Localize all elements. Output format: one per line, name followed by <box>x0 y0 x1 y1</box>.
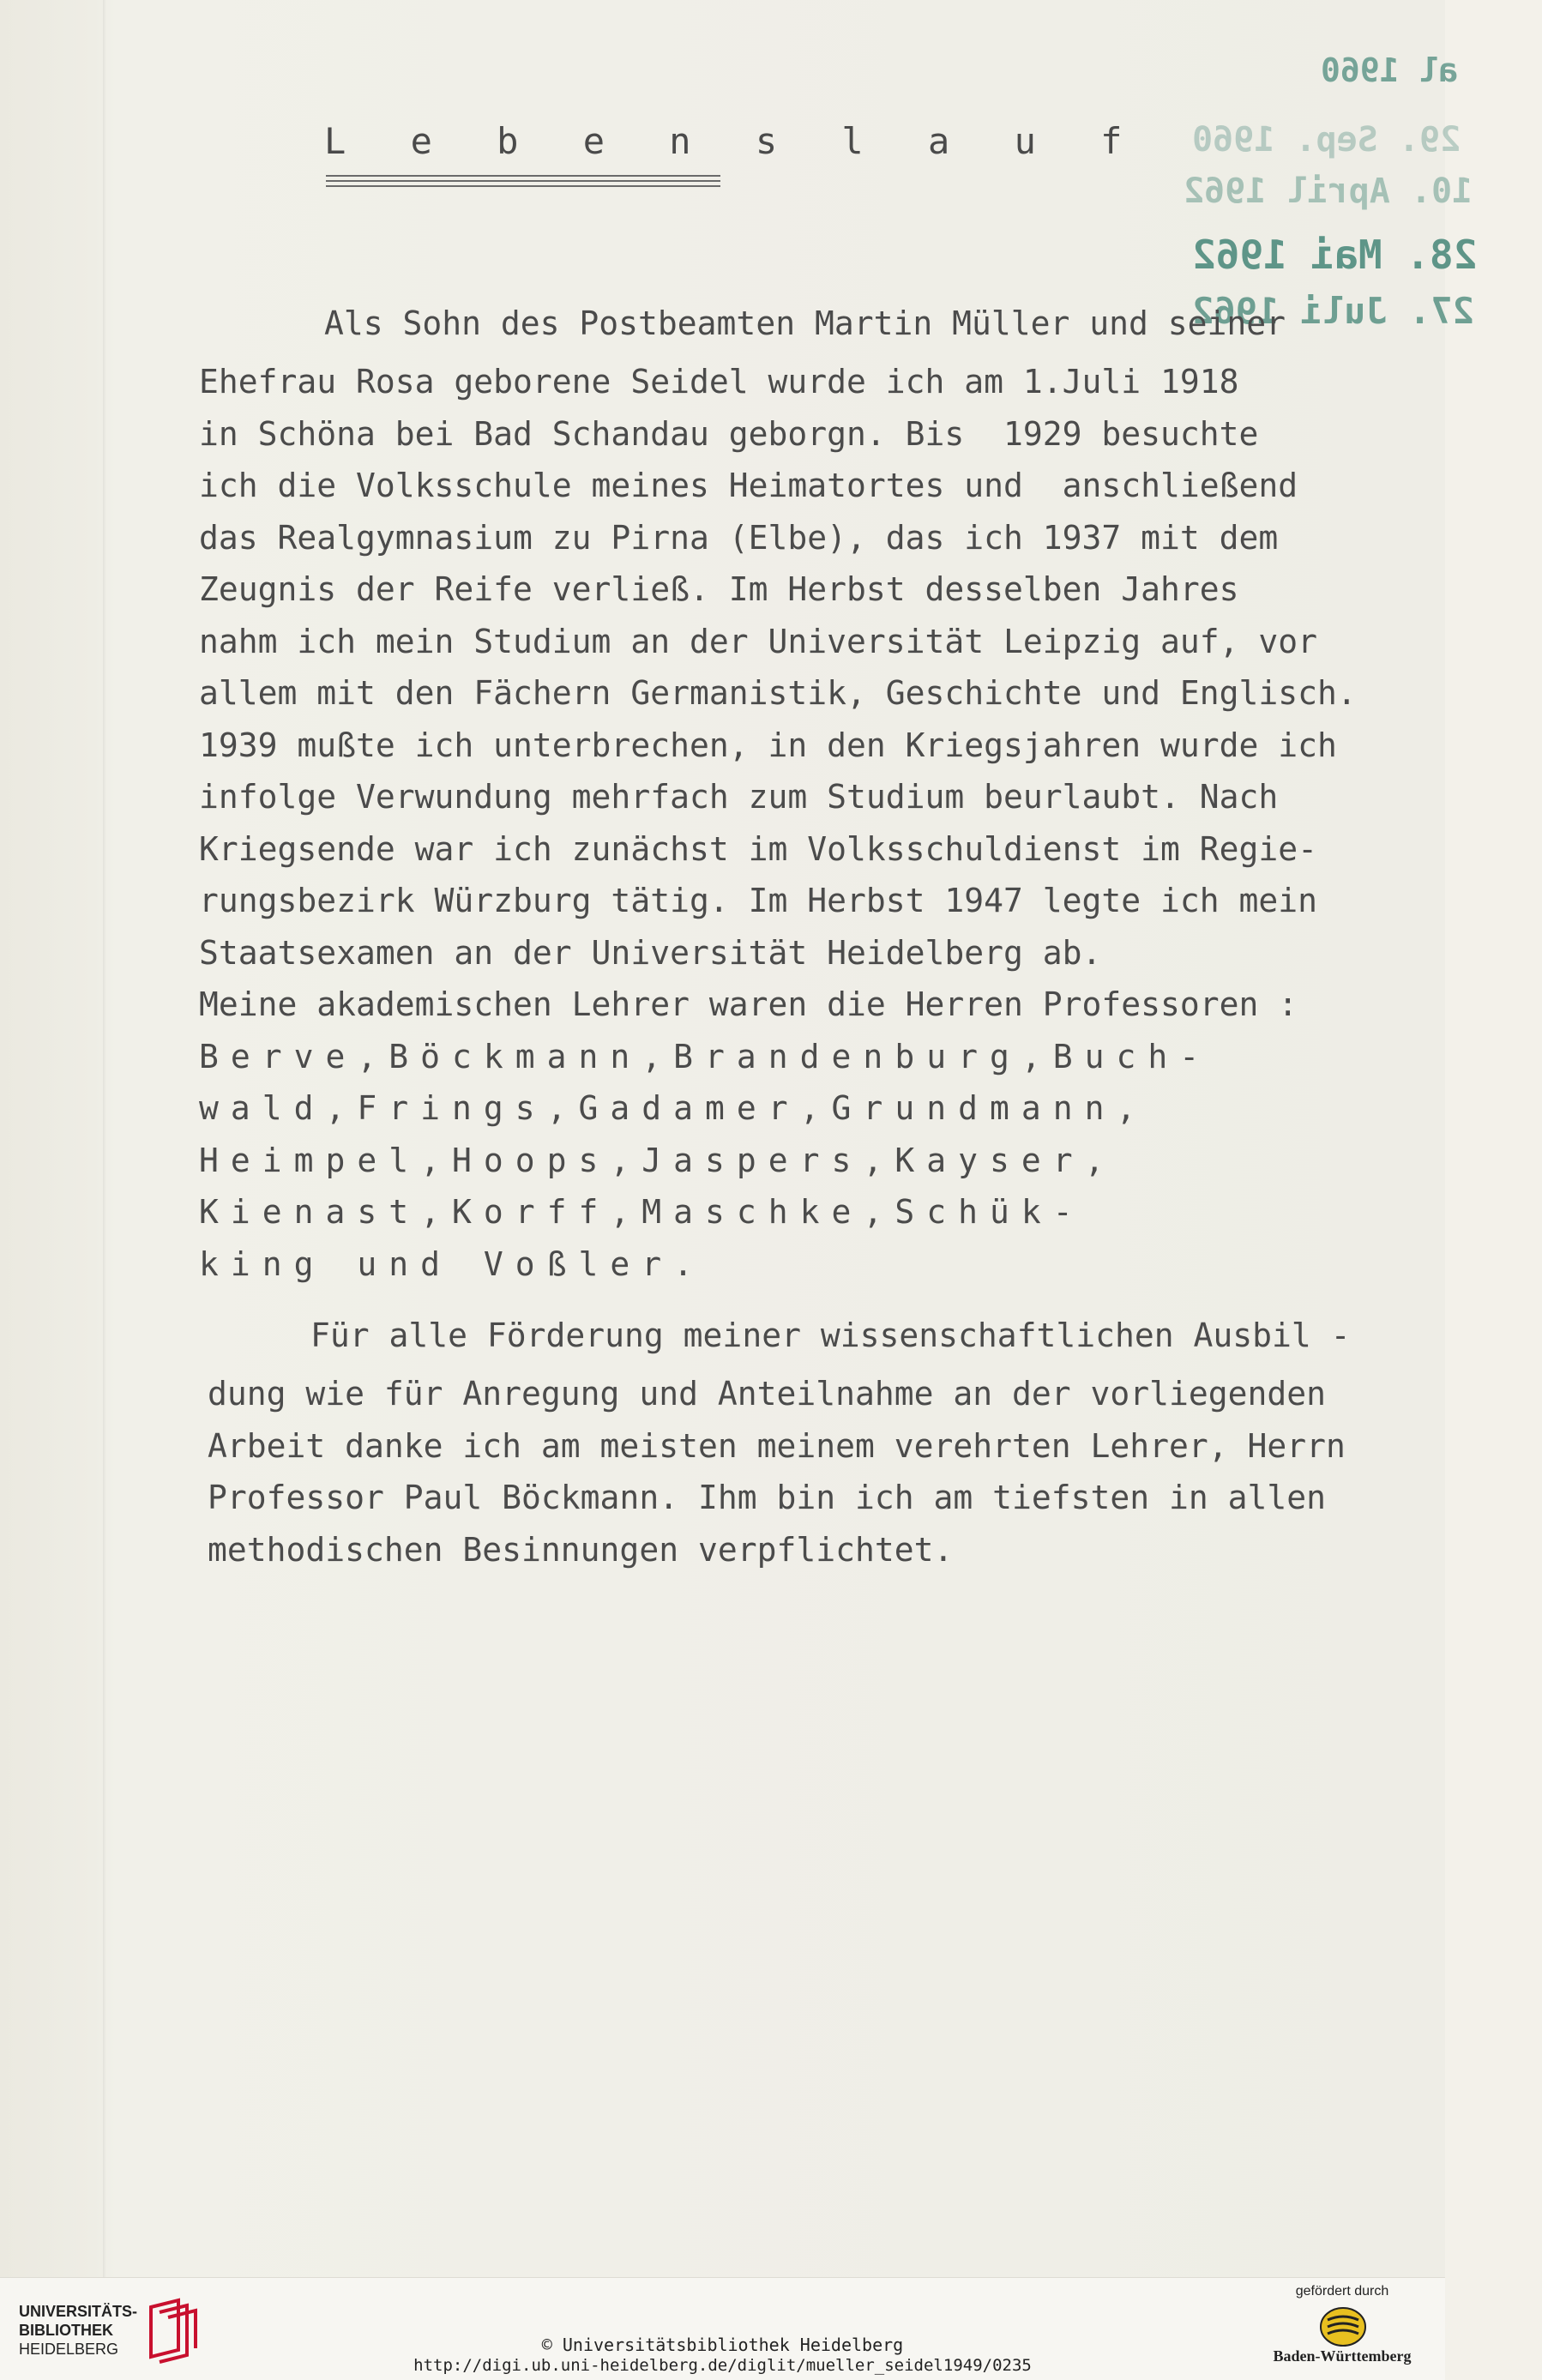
paragraph-line: ich die Volksschule meines Heimatortes und anschließend <box>199 467 1298 504</box>
paragraph-line: infolge Verwundung mehrfach zum Studium beurlaubt. Nach <box>199 778 1279 816</box>
paragraph-line: das Realgymnasium zu Pirna (Elbe), das ich 1937 mit dem <box>199 518 1279 557</box>
sponsor-name: Baden-Württemberg <box>1273 2347 1412 2365</box>
sponsor-label: gefördert durch <box>1295 2284 1389 2299</box>
library-name-line: UNIVERSITÄTS- <box>19 2303 138 2320</box>
paragraph-line: dung wie für Anregung und Anteilnahme an der vorliegenden <box>208 1375 1327 1413</box>
paragraph-line: in Schöna bei Bad Schandau geborgn. Bis 1929 besuchte <box>199 414 1259 453</box>
paragraph-line: Professor Paul Böckmann. Ihm bin ich am tiefsten in allen <box>208 1479 1327 1516</box>
paragraph-line: allem mit den Fächern Germanistik, Geschichte und Englisch. <box>199 674 1357 712</box>
paragraph-line: 1939 mußte ich unterbrechen, in den Kriegsjahren wurde ich <box>199 726 1337 764</box>
paragraph-line: Kriegsende war ich zunächst im Volksschuldienst im Regie- <box>199 829 1318 868</box>
paragraph-line: Meine akademischen Lehrer waren die Herren Professoren : <box>199 985 1298 1023</box>
biography-paragraph <box>199 356 1417 1290</box>
acknowledgement-paragraph <box>208 1368 1425 1576</box>
date-stamp: 28. Mai 1962 <box>1192 232 1478 278</box>
date-stamp: 29. Sep. 1960 <box>1192 120 1461 160</box>
title-underline <box>326 185 720 187</box>
professor-line: Kienast,Korff,Maschke,Schük- <box>199 1193 1085 1231</box>
paragraph-line: Staatsexamen an der Universität Heidelberg ab. <box>199 933 1102 972</box>
library-name-line: HEIDELBERG <box>19 2341 119 2358</box>
paragraph-line: methodischen Besinnungen verpflichtet. <box>208 1530 954 1569</box>
paragraph-line: rungsbezirk Würzburg tätig. Im Herbst 1947 legte ich mein <box>199 882 1318 919</box>
paragraph-line: Als Sohn des Postbeamten Martin Müller und seiner <box>324 304 1286 342</box>
professor-line: Heimpel,Hoops,Jaspers,Kayser, <box>199 1141 1117 1179</box>
paragraph-line: Arbeit danke ich am meisten meinem verehrten Lehrer, Herrn <box>208 1426 1346 1465</box>
paragraph-line: Für alle Förderung meiner wissenschaftlichen Ausbil - <box>310 1317 1351 1354</box>
library-name-line: BIBLIOTHEK <box>19 2322 113 2339</box>
professor-line: king und Voßler. <box>199 1244 706 1283</box>
title-underline <box>326 180 720 182</box>
paragraph-line: Zeugnis der Reife verließ. Im Herbst desselben Jahres <box>199 570 1239 608</box>
page-fold-shadow <box>103 0 106 2277</box>
permalink-url[interactable]: http://digi.ub.uni-heidelberg.de/diglit/mueller_seidel1949/0235 <box>413 2356 1032 2375</box>
paragraph-line: Ehefrau Rosa geborene Seidel wurde ich am 1.Juli 1918 <box>199 363 1239 401</box>
date-stamp: 10. April 1962 <box>1184 172 1473 211</box>
date-stamp: al 1960 <box>1321 51 1459 89</box>
date-stamp: 27. Juli 1962 <box>1192 290 1474 332</box>
professor-line: wald,Frings,Gadamer,Grundmann, <box>199 1089 1148 1127</box>
professor-line: Berve,Böckmann,Brandenburg,Buch- <box>199 1037 1212 1076</box>
document-title: L e b e n s l a u f <box>324 120 1144 162</box>
paragraph-line: nahm ich mein Studium an der Universität Leipzig auf, vor <box>199 622 1318 660</box>
copyright-notice: © Universitätsbibliothek Heidelberg <box>541 2335 904 2355</box>
title-underline <box>326 175 720 177</box>
